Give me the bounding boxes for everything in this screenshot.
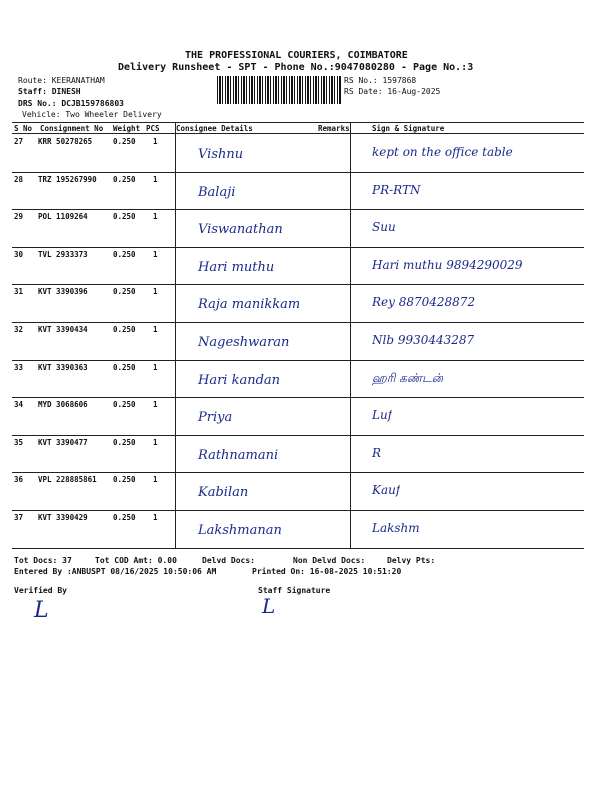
row-weight: 0.250: [113, 212, 136, 222]
row-consignee-name: Nageshwaran: [198, 335, 290, 350]
row-signature: kept on the office table: [372, 145, 513, 159]
row-consignee-name: Hari muthu: [198, 259, 275, 275]
row-consignment: POL 1109264: [38, 212, 88, 222]
row-sno: 34: [14, 400, 24, 410]
table-row: [0, 435, 600, 473]
row-signature: Suu: [372, 220, 396, 235]
row-sno: 32: [14, 325, 24, 334]
row-pcs: 1: [153, 437, 158, 447]
row-signature: Lakshm: [372, 521, 420, 535]
row-consignee-name: Vishnu: [198, 147, 244, 162]
non-delivered-docs: Non Delvd Docs:: [293, 556, 366, 565]
row-consignment: MYD 3068606: [38, 400, 88, 410]
row-pcs: 1: [153, 287, 158, 297]
table-row: [0, 284, 600, 322]
row-weight: 0.250: [113, 400, 136, 410]
row-weight: 0.250: [113, 437, 136, 447]
row-consignment: KVT 3390434: [38, 325, 88, 334]
row-weight: 0.250: [113, 475, 136, 485]
row-sno: 37: [14, 513, 24, 522]
row-pcs: 1: [153, 400, 158, 410]
row-consignment: KRR 50278265: [38, 137, 93, 146]
verified-by-label: Verified By: [14, 586, 67, 595]
rs-number: RS No.: 1597868: [344, 76, 417, 85]
table-row: [0, 209, 600, 247]
row-consignment: KVT 3390363: [38, 362, 88, 372]
delivery-points: Delvy Pts:: [387, 556, 436, 565]
row-pcs: 1: [153, 249, 158, 259]
row-consignee-name: Balaji: [198, 184, 236, 200]
staff-signature: L: [262, 594, 276, 618]
table-row: [0, 472, 600, 510]
row-signature: Rey 8870428872: [372, 295, 476, 310]
col-sno: S No: [14, 124, 33, 133]
company-name: THE PROFESSIONAL COURIERS, COIMBATORE: [185, 50, 408, 61]
drs-number: DRS No.: DCJB159786803: [18, 99, 124, 108]
row-consignment: TVL 2933373: [38, 249, 88, 259]
row-consignee-name: Rathnamani: [198, 447, 279, 463]
staff-signature-label: Staff Signature: [258, 586, 331, 595]
row-consignment: KVT 3390477: [38, 437, 88, 447]
row-sno: 33: [14, 362, 24, 372]
row-sno: 28: [14, 174, 24, 184]
row-signature: Nlb 9930443287: [372, 333, 475, 347]
row-signature: Luf: [372, 408, 393, 423]
col-signature: Sign & Signature: [372, 124, 445, 133]
row-consignment: KVT 3390396: [38, 287, 88, 297]
row-weight: 0.250: [113, 287, 136, 297]
row-weight: 0.250: [113, 137, 136, 146]
row-pcs: 1: [153, 513, 158, 522]
runsheet-subtitle: Delivery Runsheet - SPT - Phone No.:9047080280 - Page No.:3: [118, 62, 474, 73]
row-pcs: 1: [153, 362, 158, 372]
col-consignment: Consignment No: [40, 124, 104, 133]
row-signature: R: [372, 445, 382, 460]
col-pcs: PCS: [146, 124, 160, 133]
printed-on: Printed On: 16-08-2025 10:51:20: [252, 567, 402, 576]
total-docs: Tot Docs: 37: [14, 556, 72, 565]
row-sno: 27: [14, 137, 24, 146]
verified-by-signature: L: [34, 598, 49, 623]
row-pcs: 1: [153, 325, 158, 334]
table-row: [0, 510, 600, 548]
table-row: [0, 322, 600, 360]
row-consignee-name: Viswanathan: [198, 222, 283, 238]
col-consignee: Consignee Details: [176, 124, 253, 133]
table-top-border: [12, 122, 584, 123]
row-pcs: 1: [153, 137, 158, 146]
row-signature: Hari muthu 9894290029: [372, 257, 523, 272]
row-weight: 0.250: [113, 249, 136, 259]
row-sno: 35: [14, 437, 24, 447]
row-sno: 36: [14, 475, 24, 485]
row-weight: 0.250: [113, 362, 136, 372]
row-pcs: 1: [153, 475, 158, 485]
table-bottom-border: [12, 548, 584, 549]
row-sno: 31: [14, 287, 24, 297]
staff: Staff: DINESH: [18, 87, 81, 96]
row-consignee-name: Lakshmanan: [198, 523, 282, 538]
row-signature: PR-RTN: [372, 182, 421, 197]
row-signature: Kauf: [372, 483, 401, 498]
row-weight: 0.250: [113, 174, 136, 184]
total-cod: Tot COD Amt: 0.00: [95, 556, 177, 565]
vehicle: Vehicle: Two Wheeler Delivery: [22, 110, 162, 119]
rs-date: RS Date: 16-Aug-2025: [344, 87, 441, 96]
row-weight: 0.250: [113, 513, 136, 522]
row-consignee-name: Priya: [198, 410, 233, 426]
table-row: [0, 247, 600, 285]
row-weight: 0.250: [113, 325, 136, 334]
col-remarks: Remarks: [318, 124, 350, 133]
row-signature: ஹரி கண்டன்: [372, 370, 444, 385]
row-pcs: 1: [153, 212, 158, 222]
row-consignment: KVT 3390429: [38, 513, 88, 522]
row-consignment: VPL 228885861: [38, 475, 97, 485]
entered-by: Entered By :ANBUSPT 08/16/2025 10:50:06 AM: [14, 567, 217, 576]
col-weight: Weight: [113, 124, 141, 133]
route: Route: KEERANATHAM: [18, 76, 105, 85]
row-consignee-name: Raja manikkam: [198, 297, 301, 313]
row-pcs: 1: [153, 174, 158, 184]
row-sno: 30: [14, 249, 24, 259]
table-row: [0, 360, 600, 398]
row-sno: 29: [14, 212, 24, 222]
delivered-docs: Delvd Docs:: [202, 556, 255, 565]
table-row: [0, 397, 600, 435]
row-consignee-name: Hari kandan: [198, 372, 281, 388]
table-row: [0, 172, 600, 210]
row-consignee-name: Kabilan: [198, 485, 249, 501]
table-row: [0, 134, 600, 172]
barcode: [217, 76, 341, 104]
row-consignment: TRZ 195267990: [38, 174, 97, 184]
